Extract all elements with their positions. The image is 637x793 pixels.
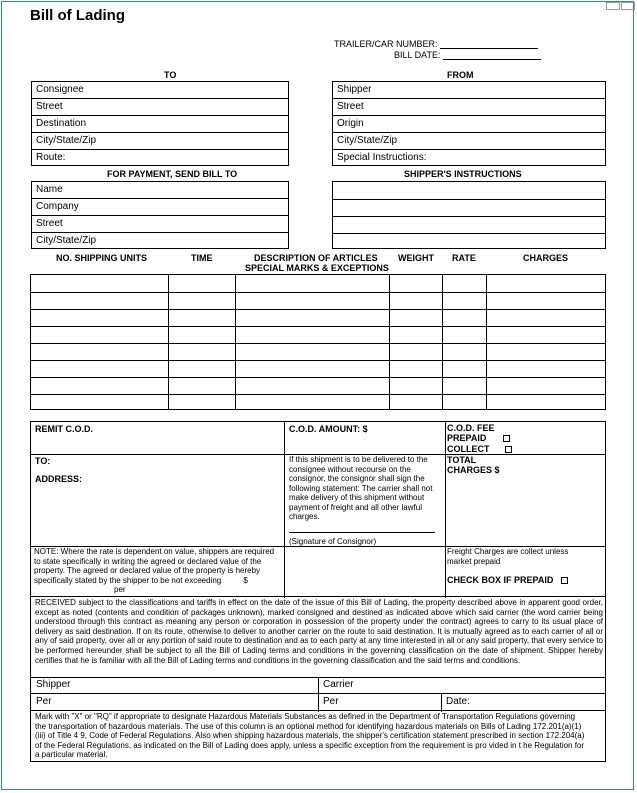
- hazmat-text: Mark with "X" or "RQ" if appropriate to designate Hazardous Materials Substances as defined in the Department of Transportation Regulations governing the transportation of hazardous materials. The use of this column is an optional method for identifying hazardous materials on Bills of Lading 172.201(a)(1) (iii) of Title 4 9, Code of Federal Regulations. Also when shipping hazardous materials, the shipper's certification statement prescribed in section 172.204(a) of the Federal Regulations, as indicated on the Bill of Lading does apply, unless a specific exception from the requirement is pro vided in t he Regulation for a particular material.: [35, 712, 585, 760]
- signature-line: [289, 532, 435, 533]
- table-row[interactable]: [31, 360, 605, 361]
- freight-text: Freight Charges are collect unless market prepaid: [447, 547, 569, 566]
- origin-label: Origin: [337, 118, 364, 129]
- column-divider: [441, 693, 442, 712]
- payment-company-label: Company: [36, 201, 79, 212]
- column-divider: [486, 275, 487, 409]
- to-city-label: City/State/Zip: [36, 135, 97, 146]
- col-header-rate: RATE: [452, 253, 476, 263]
- received-section: [30, 597, 606, 677]
- table-row[interactable]: [31, 326, 605, 327]
- bill-date-row: [394, 50, 541, 60]
- table-row[interactable]: [31, 343, 605, 344]
- total-charges-label: TOTAL CHARGES $: [447, 455, 500, 475]
- shipper-signature-label[interactable]: Shipper: [36, 679, 71, 690]
- page-title: Bill of Lading: [30, 7, 125, 24]
- received-text: RECEIVED subject to the classifications and tariffs in effect on the date of the issue of this Bill of Lading, the property described above in apparent good order, except as noted (contents and condition of packages unknown), marked consigned and destined as indicated above which said carrier (the word carrier being understood through this contract as meaning any person or corporation in possession of the property under the contract) agrees to carry to its usual place of delivery as said destination. If on its route, otherwise to deliver to another carrier on the route to said destination. It is mutually agreed as to each carrier of all or any of said property, over all or any portion of said route to destination and as to each party at any time interested in all or any said property, that every service to be performed hereunder shall be subject to all the Bill of Lading terms and conditions in the governing classification on the date of shipment. Shipper hereby certifies that he is familiar with all the Bill of Lading terms and conditions in the governing classification and the said terms and conditions.: [35, 598, 603, 665]
- divider: [333, 199, 605, 200]
- to-box: [31, 81, 289, 166]
- shipper-instructions-heading: SHIPPER'S INSTRUCTIONS: [404, 169, 522, 179]
- consignee-field[interactable]: [32, 82, 288, 99]
- prepaid-label: PREPAID: [447, 433, 487, 443]
- consignee-label: Consignee: [36, 84, 84, 95]
- collect-checkbox[interactable]: [505, 446, 512, 453]
- col-header-description: DESCRIPTION OF ARTICLES: [254, 253, 378, 263]
- cod-address-label: ADDRESS:: [35, 474, 83, 484]
- recourse-text: If this shipment is to be delivered to the consignee without recourse on the consignor, the consignor shall sign the following statement: The carrier shall not make delivery of this shipment without payment of freight and all other lawful charges.: [289, 455, 433, 521]
- payment-heading: FOR PAYMENT, SEND BILL TO: [107, 169, 238, 179]
- payment-company-field[interactable]: [32, 199, 288, 216]
- payment-city-label: City/State/Zip: [36, 235, 97, 246]
- payment-street-label: Street: [36, 218, 63, 229]
- column-divider: [168, 275, 169, 409]
- check-prepaid-label: CHECK BOX IF PREPAID: [447, 575, 554, 585]
- table-row[interactable]: [31, 394, 605, 395]
- special-instructions-field[interactable]: [333, 150, 605, 166]
- column-divider: [235, 275, 236, 409]
- collect-label: COLLECT: [447, 444, 490, 454]
- shipper-label: Shipper: [337, 84, 372, 95]
- collect-row: [447, 444, 512, 454]
- to-street-field[interactable]: [32, 99, 288, 116]
- check-prepaid-row: [447, 575, 568, 585]
- divider: [333, 216, 605, 217]
- value-dollar: $: [243, 575, 248, 585]
- to-street-label: Street: [36, 101, 63, 112]
- shipper-field[interactable]: [333, 82, 605, 99]
- col-header-units: NO. SHIPPING UNITS: [56, 253, 148, 263]
- from-box: [332, 81, 606, 166]
- payment-name-label: Name: [36, 184, 63, 195]
- from-heading: FROM: [447, 70, 474, 80]
- carrier-per-label[interactable]: Per: [323, 696, 339, 707]
- from-street-field[interactable]: [333, 99, 605, 116]
- destination-field[interactable]: [32, 116, 288, 133]
- to-city-field[interactable]: [32, 133, 288, 150]
- payment-name-field[interactable]: [32, 182, 288, 199]
- trailer-number-row: [334, 39, 538, 49]
- origin-field[interactable]: [333, 116, 605, 133]
- shipper-instructions-box[interactable]: [332, 181, 606, 249]
- signature-section: [30, 677, 606, 711]
- table-row[interactable]: [31, 292, 605, 293]
- from-city-field[interactable]: [333, 133, 605, 150]
- table-row[interactable]: [31, 377, 605, 378]
- route-label: Route:: [36, 152, 66, 163]
- window-minimize-icon: [606, 2, 620, 10]
- value-note: [34, 547, 276, 595]
- items-table: [30, 274, 606, 410]
- divider: [333, 233, 605, 234]
- shipper-per-label[interactable]: Per: [36, 696, 52, 707]
- check-prepaid-checkbox[interactable]: [561, 577, 568, 584]
- prepaid-checkbox[interactable]: [503, 435, 510, 442]
- column-divider: [445, 422, 446, 598]
- destination-label: Destination: [36, 118, 87, 129]
- to-heading: TO: [164, 70, 177, 80]
- route-field[interactable]: [32, 150, 288, 166]
- table-row[interactable]: [31, 309, 605, 310]
- remit-cod-label: REMIT C.O.D.: [35, 424, 93, 434]
- trailer-number-field[interactable]: [440, 39, 538, 49]
- window-close-icon: [621, 2, 635, 10]
- bill-date-label: BILL DATE:: [394, 50, 441, 60]
- cod-to-label: TO:: [35, 456, 51, 466]
- column-divider: [284, 422, 285, 598]
- column-divider: [389, 275, 390, 409]
- bill-date-field[interactable]: [443, 50, 541, 60]
- from-street-label: Street: [337, 101, 364, 112]
- column-divider: [442, 275, 443, 409]
- column-divider: [318, 678, 319, 712]
- payment-street-field[interactable]: [32, 216, 288, 233]
- value-note-text: NOTE: Where the rate is dependent on value, shippers are required to state specifically in writing the agreed or declared value of the property. The agreed or declared value of the property is hereby specifically stated by the shipper to be not exceeding: [34, 547, 275, 585]
- cod-fee-label: C.O.D. FEE: [447, 423, 495, 433]
- signature-consignor-label: (Signature of Consignor): [289, 537, 377, 546]
- col-header-description-sub: SPECIAL MARKS & EXCEPTIONS: [245, 263, 389, 273]
- payment-box: [31, 181, 289, 249]
- carrier-signature-label[interactable]: Carrier: [323, 679, 354, 690]
- col-header-weight: WEIGHT: [398, 253, 434, 263]
- payment-city-field[interactable]: [32, 233, 288, 249]
- trailer-number-label: TRAILER/CAR NUMBER:: [334, 39, 438, 49]
- cod-amount-label: C.O.D. AMOUNT: $: [289, 424, 368, 434]
- date-label[interactable]: Date:: [446, 696, 470, 707]
- hazmat-section: [30, 711, 606, 762]
- col-header-time: TIME: [191, 253, 213, 263]
- special-instructions-label: Special Instructions:: [337, 152, 427, 163]
- value-per: per: [114, 585, 126, 594]
- prepaid-row: [447, 433, 510, 443]
- col-header-charges: CHARGES: [523, 253, 569, 263]
- from-city-label: City/State/Zip: [337, 135, 398, 146]
